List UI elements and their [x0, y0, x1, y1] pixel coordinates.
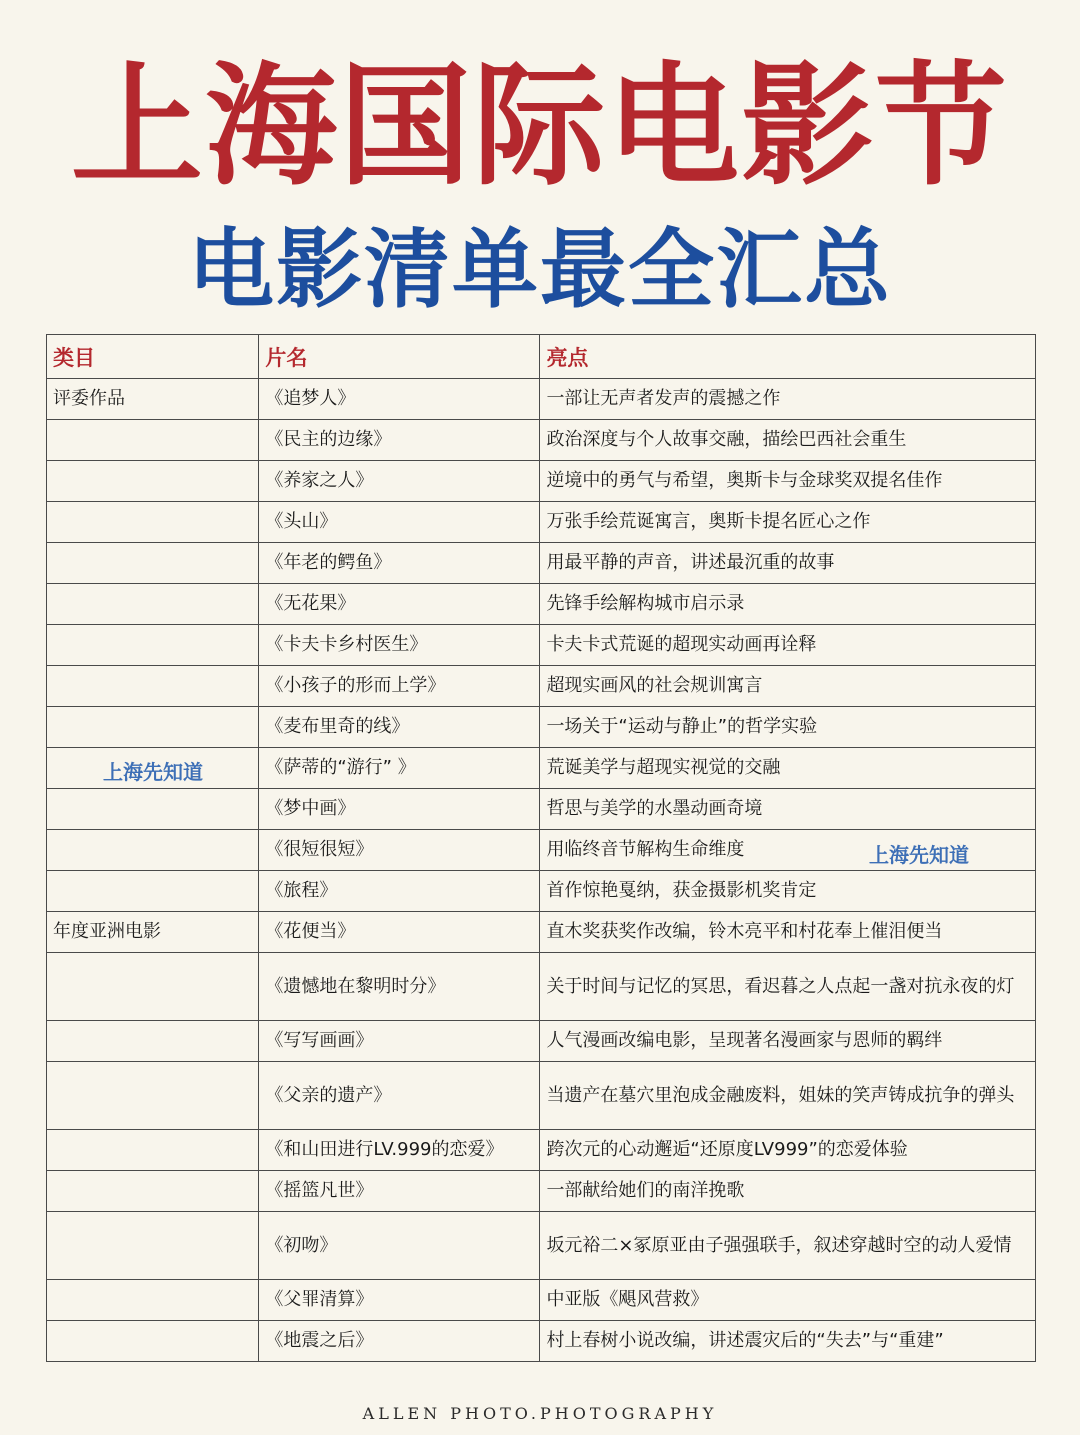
- watermark-right: 上海先知道: [869, 843, 969, 867]
- table-row: [47, 871, 1036, 912]
- cell-highlight: 关于时间与记忆的冥思，看迟暮之人点起一盏对抗永夜的灯: [540, 953, 1036, 1021]
- cell-category: [47, 1130, 259, 1171]
- cell-highlight: 中亚版《飓风营救》: [540, 1280, 1036, 1321]
- cell-highlight: 逆境中的勇气与希望，奥斯卡与金球奖双提名佳作: [540, 461, 1036, 502]
- table-row: [47, 1130, 1036, 1171]
- cell-film-name: 《父罪清算》: [259, 1280, 540, 1321]
- cell-highlight: 先锋手绘解构城市启示录: [540, 584, 1036, 625]
- cell-highlight: 用最平静的声音，讲述最沉重的故事: [540, 543, 1036, 584]
- cell-film-name: 《民主的边缘》: [259, 420, 540, 461]
- table-row: [47, 1021, 1036, 1062]
- cell-category: [47, 707, 259, 748]
- cell-category: [47, 420, 259, 461]
- cell-highlight: 当遗产在墓穴里泡成金融废料，姐妹的笑声铸成抗争的弹头: [540, 1062, 1036, 1130]
- cell-film-name: 《写写画画》: [259, 1021, 540, 1062]
- cell-category: [47, 461, 259, 502]
- cell-category: [47, 625, 259, 666]
- cell-category: [47, 502, 259, 543]
- table-row: [47, 707, 1036, 748]
- table-row: [47, 1062, 1036, 1130]
- cell-category: [47, 666, 259, 707]
- header-highlight: 亮点: [540, 335, 1036, 379]
- cell-category: [47, 1062, 259, 1130]
- table-row: [47, 502, 1036, 543]
- cell-category: 年度亚洲电影: [47, 912, 259, 953]
- cell-film-name: 《追梦人》: [259, 379, 540, 420]
- cell-highlight: 哲思与美学的水墨动画奇境: [540, 789, 1036, 830]
- table-row: [47, 1280, 1036, 1321]
- table-row: [47, 420, 1036, 461]
- table-row: [47, 379, 1036, 420]
- cell-category: 评委作品: [47, 379, 259, 420]
- cell-highlight: 坂元裕二×冢原亚由子强强联手，叙述穿越时空的动人爱情: [540, 1212, 1036, 1280]
- header-film-name: 片名: [259, 335, 540, 379]
- cell-film-name: 《头山》: [259, 502, 540, 543]
- cell-film-name: 《和山田进行LV.999的恋爱》: [259, 1130, 540, 1171]
- cell-category: [47, 953, 259, 1021]
- cell-highlight: 超现实画风的社会规训寓言: [540, 666, 1036, 707]
- table-row: [47, 461, 1036, 502]
- cell-highlight: 万张手绘荒诞寓言，奥斯卡提名匠心之作: [540, 502, 1036, 543]
- cell-highlight: 村上春树小说改编，讲述震灾后的“失去”与“重建”: [540, 1321, 1036, 1362]
- cell-category: [47, 1321, 259, 1362]
- page-subtitle: 电影清单最全汇总: [188, 220, 892, 320]
- cell-category: [47, 1280, 259, 1321]
- cell-film-name: 《卡夫卡乡村医生》: [259, 625, 540, 666]
- page-title: 上海国际电影节: [71, 50, 1009, 204]
- cell-film-name: 《地震之后》: [259, 1321, 540, 1362]
- table-row: [47, 953, 1036, 1021]
- cell-film-name: 《父亲的遗产》: [259, 1062, 540, 1130]
- cell-highlight: 用临终音节解构生命维度: [540, 830, 1036, 871]
- cell-highlight: 一部让无声者发声的震撼之作: [540, 379, 1036, 420]
- cell-category: [47, 1021, 259, 1062]
- cell-film-name: 《小孩子的形而上学》: [259, 666, 540, 707]
- cell-highlight: 直木奖获奖作改编，铃木亮平和村花奉上催泪便当: [540, 912, 1036, 953]
- table-row: [47, 1171, 1036, 1212]
- footer-credit: ALLEN PHOTO.PHOTOGRAPHY: [362, 1404, 718, 1423]
- cell-category: [47, 871, 259, 912]
- cell-highlight: 首作惊艳戛纳，获金摄影机奖肯定: [540, 871, 1036, 912]
- cell-film-name: 《无花果》: [259, 584, 540, 625]
- cell-highlight: 卡夫卡式荒诞的超现实动画再诠释: [540, 625, 1036, 666]
- cell-highlight: 人气漫画改编电影，呈现著名漫画家与恩师的羁绊: [540, 1021, 1036, 1062]
- cell-film-name: 《梦中画》: [259, 789, 540, 830]
- table-row: [47, 1212, 1036, 1280]
- cell-film-name: 《很短很短》: [259, 830, 540, 871]
- cell-film-name: 《遗憾地在黎明时分》: [259, 953, 540, 1021]
- cell-film-name: 《养家之人》: [259, 461, 540, 502]
- watermark-left: 上海先知道: [103, 760, 203, 784]
- cell-highlight: 跨次元的心动邂逅“还原度LV999”的恋爱体验: [540, 1130, 1036, 1171]
- cell-highlight: 荒诞美学与超现实视觉的交融: [540, 748, 1036, 789]
- cell-highlight: 一部献给她们的南洋挽歌: [540, 1171, 1036, 1212]
- table-row: [47, 543, 1036, 584]
- table-body: [47, 379, 1036, 1362]
- cell-film-name: 《花便当》: [259, 912, 540, 953]
- table-row: [47, 789, 1036, 830]
- cell-film-name: 《萨蒂的“游行” 》: [259, 748, 540, 789]
- header-category: 类目: [47, 335, 259, 379]
- cell-film-name: 《麦布里奇的线》: [259, 707, 540, 748]
- cell-film-name: 《初吻》: [259, 1212, 540, 1280]
- cell-category: [47, 1171, 259, 1212]
- cell-highlight: 政治深度与个人故事交融，描绘巴西社会重生: [540, 420, 1036, 461]
- cell-film-name: 《年老的鳄鱼》: [259, 543, 540, 584]
- cell-category: [47, 789, 259, 830]
- table-header-row: [47, 335, 1036, 379]
- cell-film-name: 《摇篮凡世》: [259, 1171, 540, 1212]
- table-row: [47, 625, 1036, 666]
- cell-category: [47, 1212, 259, 1280]
- table-row: [47, 912, 1036, 953]
- cell-category: [47, 830, 259, 871]
- table-row: [47, 666, 1036, 707]
- cell-category: [47, 543, 259, 584]
- table-row: [47, 584, 1036, 625]
- cell-film-name: 《旅程》: [259, 871, 540, 912]
- cell-highlight: 一场关于“运动与静止”的哲学实验: [540, 707, 1036, 748]
- cell-category: [47, 584, 259, 625]
- table-row: [47, 1321, 1036, 1362]
